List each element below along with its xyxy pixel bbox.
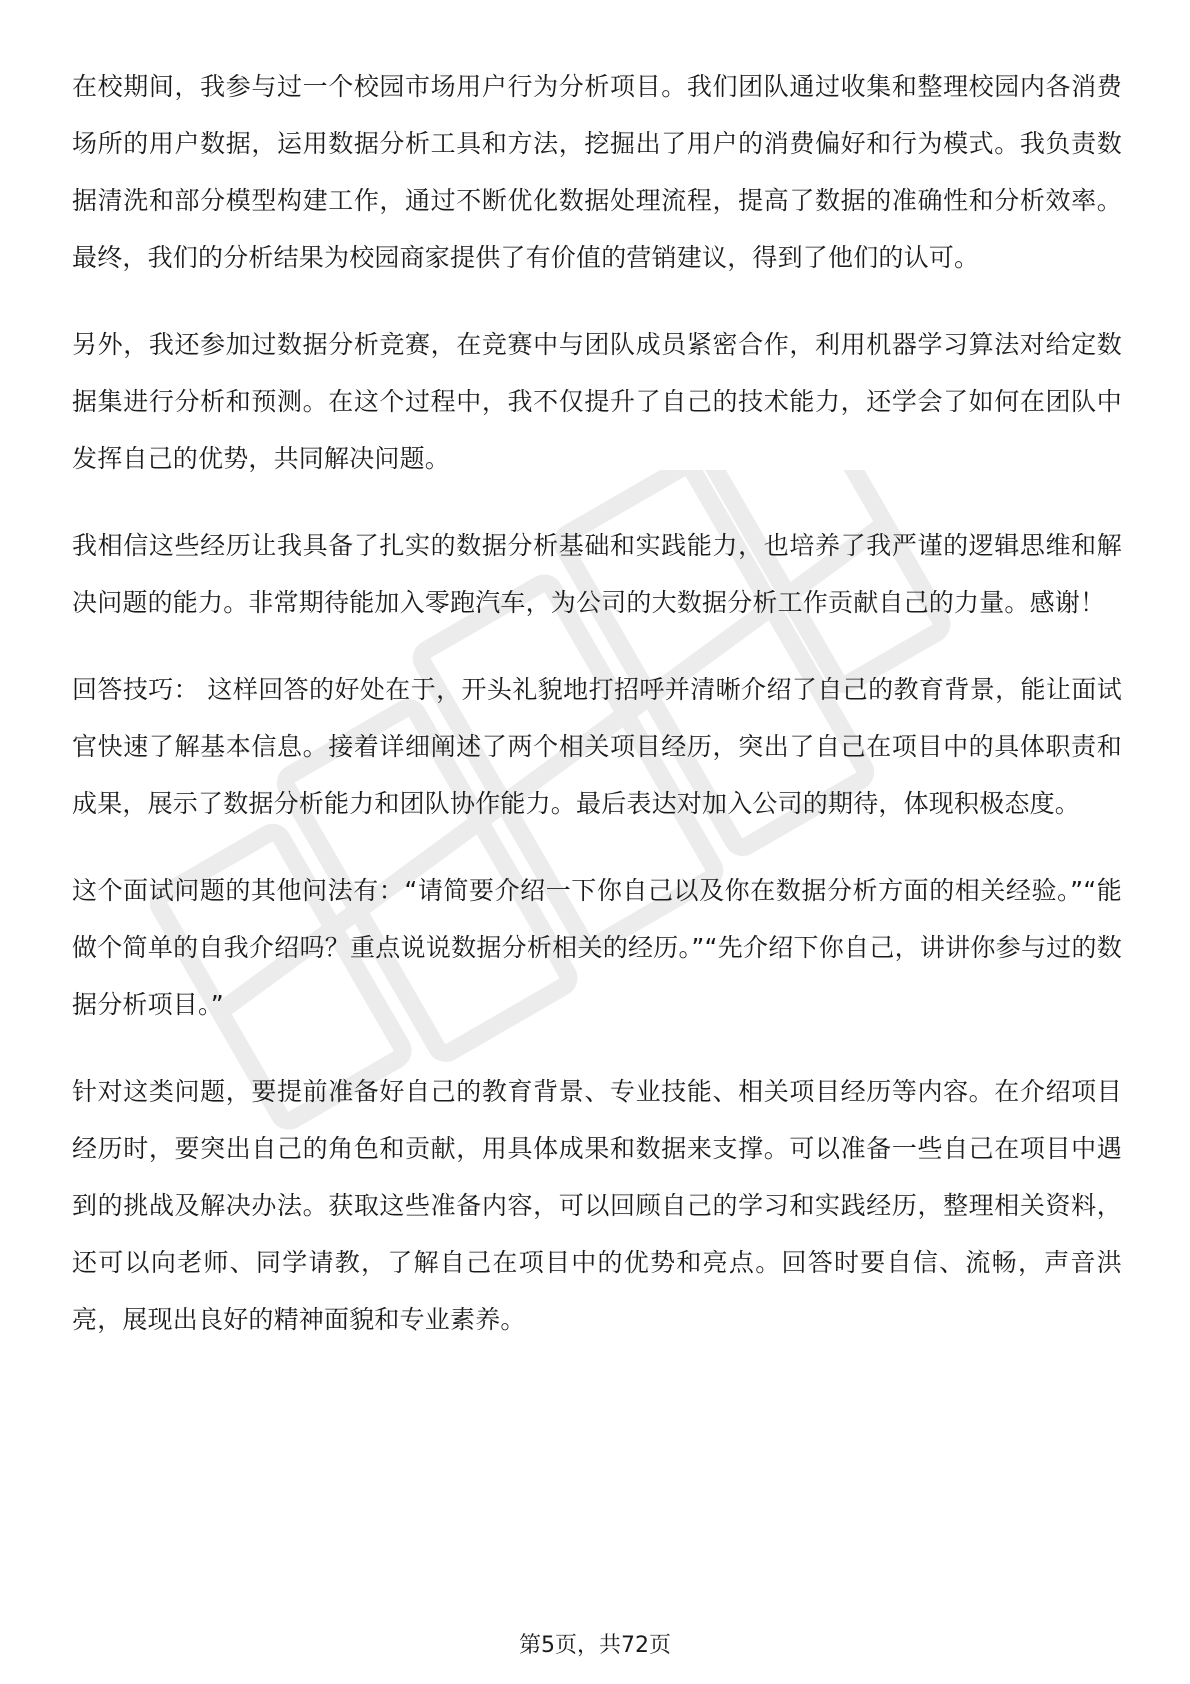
paragraph-competition: 另外，我还参加过数据分析竞赛，在竞赛中与团队成员紧密合作，利用机器学习算法对给定数据集进行分析和预测。在这个过程中，我不仅提升了自己的技术能力，还学会了如何在团队中发挥自己的优势，共同解决问题。 [72, 330, 1122, 473]
paragraph-preparation-advice: 针对这类问题，要提前准备好自己的教育背景、专业技能、相关项目经历等内容。在介绍项目经历时，要突出自己的角色和贡献，用具体成果和数据来支撑。可以准备一些自己在项目中遇到的挑战及解决办法。获取这些准备内容，可以回顾自己的学习和实践经历，整理相关资料，还可以向老师、同学请教，了解自己在项目中的优势和亮点。回答时要自信、流畅，声音洪亮，展现出良好的精神面貌和专业素养。 [72, 1077, 1122, 1334]
page-number-footer: 第5页，共72页 [519, 1633, 671, 1658]
paragraph-campus-project: 在校期间，我参与过一个校园市场用户行为分析项目。我们团队通过收集和整理校园内各消费场所的用户数据，运用数据分析工具和方法，挖掘出了用户的消费偏好和行为模式。我负责数据清洗和部分模型构建工作，通过不断优化数据处理流程，提高了数据的准确性和分析效率。最终，我们的分析结果为校园商家提供了有价值的营销建议，得到了他们的认可。 [72, 72, 1122, 272]
document-body [72, 58, 1122, 1378]
paragraph-alternative-questions: 这个面试问题的其他问法有：“请简要介绍一下你自己以及你在数据分析方面的相关经验。”“能做个简单的自我介绍吗？重点说说数据分析相关的经历。”“先介绍下你自己，讲讲你参与过的数据分析项目。” [72, 876, 1122, 1019]
paragraph-conclusion: 我相信这些经历让我具备了扎实的数据分析基础和实践能力，也培养了我严谨的逻辑思维和解决问题的能力。非常期待能加入零跑汽车，为公司的大数据分析工作贡献自己的力量。感谢！ [72, 531, 1122, 617]
paragraph-answer-tips: 回答技巧： 这样回答的好处在于，开头礼貌地打招呼并清晰介绍了自己的教育背景，能让面试官快速了解基本信息。接着详细阐述了两个相关项目经历，突出了自己在项目中的具体职责和成果，展示了数据分析能力和团队协作能力。最后表达对加入公司的期待，体现积极态度。 [72, 675, 1122, 818]
